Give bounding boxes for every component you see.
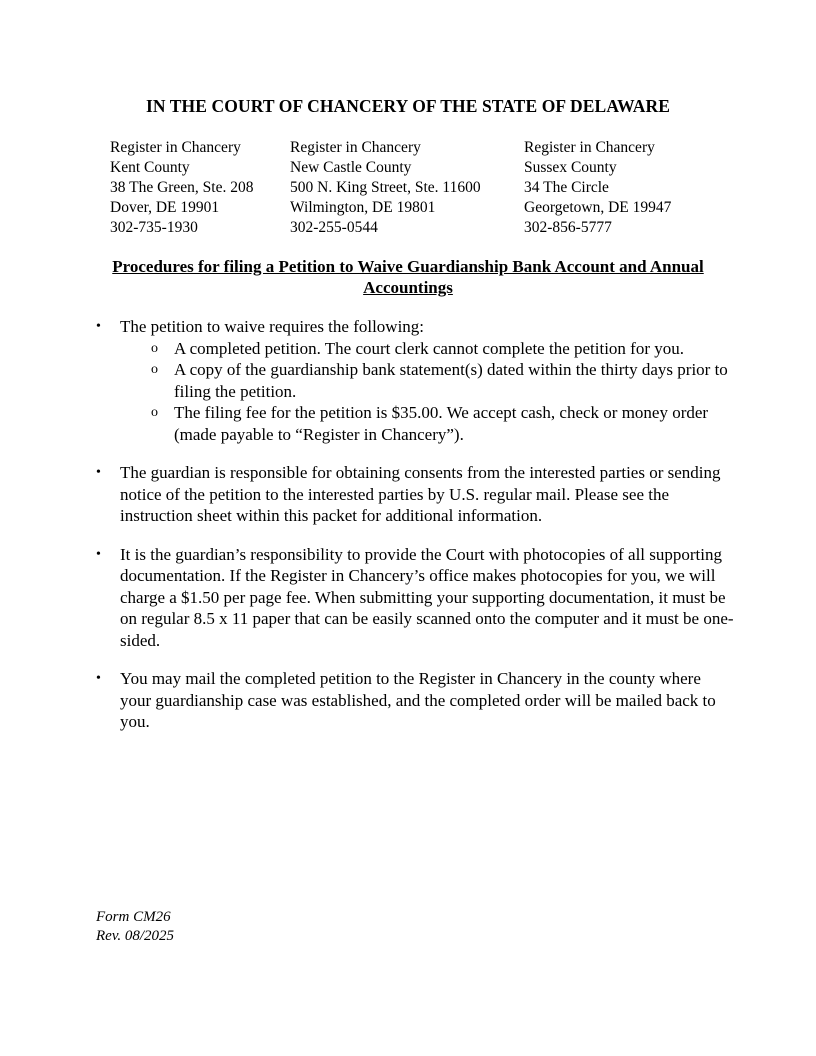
office-city: Georgetown, DE 19947 xyxy=(524,199,672,216)
office-phone: 302-255-0544 xyxy=(290,219,378,236)
list-item xyxy=(96,668,736,733)
procedures-list xyxy=(96,316,736,750)
list-item-text: The guardian is responsible for obtaining consents from the interested parties or sending notice of the petition to the interested parties by U.S. regular mail. Please see the instruction sheet within this packet for additional information. xyxy=(120,463,721,525)
office-name: Register in Chancery xyxy=(524,139,655,156)
office-name: Register in Chancery xyxy=(110,139,241,156)
list-item xyxy=(96,544,736,652)
sub-list-item-text: A copy of the guardianship bank statement(s) dated within the thirty days prior to filing the petition. xyxy=(174,360,728,401)
office-phone: 302-735-1930 xyxy=(110,219,198,236)
sub-list-item-text: A completed petition. The court clerk cannot complete the petition for you. xyxy=(174,338,685,358)
office-name: Register in Chancery xyxy=(290,139,421,156)
list-item xyxy=(96,316,736,445)
office-county: Sussex County xyxy=(524,159,617,176)
bullet-icon: • xyxy=(96,465,101,480)
list-item-text: You may mail the completed petition to the Register in Chancery in the county where your guardianship case was established, and the completed order will be mailed back to you. xyxy=(120,669,716,731)
form-number: Form CM26 xyxy=(96,909,171,925)
office-sussex xyxy=(524,138,671,238)
list-item xyxy=(96,462,736,527)
office-kent xyxy=(110,138,254,238)
list-item-text: The petition to waive requires the following: xyxy=(120,317,425,336)
office-city: Wilmington, DE 19801 xyxy=(290,199,436,216)
sub-bullet-icon: o xyxy=(151,340,158,356)
office-city: Dover, DE 19901 xyxy=(110,199,220,216)
office-phone: 302-856-5777 xyxy=(524,219,612,236)
form-footer xyxy=(96,908,174,946)
sub-bullet-icon: o xyxy=(151,405,158,420)
list-item-text: It is the guardian’s responsibility to provide the Court with photocopies of all supporting documentation. If the Register in Chancery’s office makes photocopies for you, we will charge a $1.50 per page fee. When submitting your supporting documentation, it must be on regular 8.5 x 11 paper that can be easily scanned onto the computer and it must be one-sided. xyxy=(120,544,734,650)
sub-list-item-text: The filing fee for the petition is $35.00. We accept cash, check or money order (made payable to “Register in Chancery”). xyxy=(174,403,709,444)
sub-list-item xyxy=(120,402,736,445)
sub-bullet-icon: o xyxy=(151,362,158,377)
bullet-icon: • xyxy=(96,671,101,686)
office-street: 500 N. King Street, Ste. 11600 xyxy=(290,179,481,196)
bullet-icon: • xyxy=(96,319,101,334)
office-county: New Castle County xyxy=(290,159,412,176)
court-title: IN THE COURT OF CHANCERY OF THE STATE OF DELAWARE xyxy=(145,96,671,116)
sub-list-item xyxy=(120,359,736,402)
office-county: Kent County xyxy=(110,159,190,176)
procedures-heading: Procedures for filing a Petition to Waive Guardianship Bank Account and Annual Accountings xyxy=(112,257,704,297)
office-street: 38 The Green, Ste. 208 xyxy=(110,179,254,196)
office-new-castle xyxy=(290,138,481,238)
bullet-icon: • xyxy=(96,546,101,562)
sub-list-item xyxy=(120,338,736,360)
form-revision: Rev. 08/2025 xyxy=(96,928,175,944)
office-street: 34 The Circle xyxy=(524,179,609,196)
